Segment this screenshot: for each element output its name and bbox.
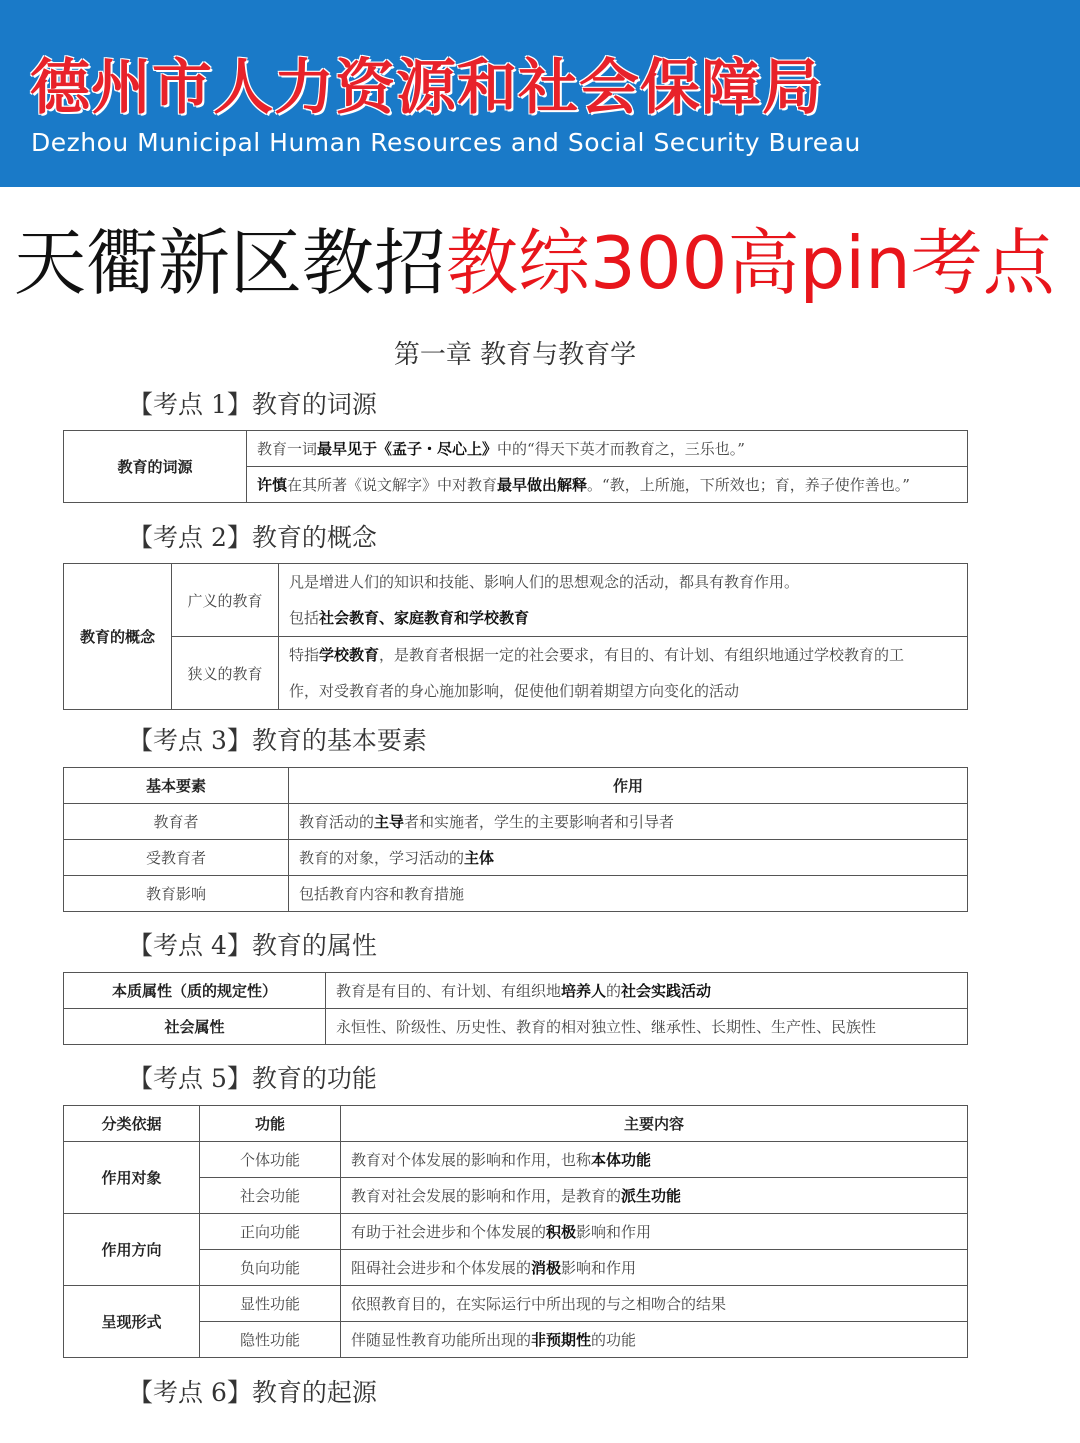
kp5-group: 作用对象	[64, 1142, 200, 1214]
kp5-function: 显性功能	[200, 1286, 341, 1322]
text: 教育一词	[257, 440, 318, 458]
bold-text: 最早做出解释	[497, 476, 588, 494]
kp3-table	[63, 767, 968, 912]
text: 包括教育内容和教育措施	[299, 885, 465, 903]
kp1-row2	[247, 467, 968, 503]
text: 。“教，上所施，下所效也；育，养子使作善也。”	[587, 476, 910, 494]
kp4-description	[326, 973, 968, 1009]
text-line	[289, 600, 957, 636]
kp1-heading: 【考点 1】教育的词源	[128, 390, 377, 419]
bold-text: 许慎	[257, 476, 288, 494]
bold-text: 消极	[531, 1259, 562, 1277]
header-banner	[0, 0, 1080, 187]
kp3-header-element: 基本要素	[64, 768, 289, 804]
kp4-attribute: 本质属性（质的规定性）	[64, 973, 326, 1009]
bold-text: 派生功能	[621, 1187, 682, 1205]
kp5-content	[341, 1322, 968, 1358]
chapter-title: 第一章 教育与教育学	[393, 340, 637, 370]
kp3-header-role: 作用	[289, 768, 968, 804]
kp3-role	[289, 876, 968, 912]
kp3-role	[289, 804, 968, 840]
kp1-table	[63, 430, 968, 503]
text: 包括	[289, 609, 320, 627]
bold-text: 积极	[546, 1223, 577, 1241]
headline-red-part: 教综300高pin考点	[446, 221, 1055, 305]
text-line	[289, 637, 957, 673]
kp6-heading: 【考点 6】教育的起源	[128, 1378, 377, 1407]
text: 教育活动的	[299, 813, 375, 831]
kp5-content	[341, 1142, 968, 1178]
bold-text: 主体	[464, 849, 495, 867]
text: 阻碍社会进步和个体发展的	[351, 1259, 532, 1277]
kp5-function: 正向功能	[200, 1214, 341, 1250]
bold-text: 本体功能	[591, 1151, 652, 1169]
kp2-broad-content	[279, 564, 968, 637]
text: 者和实施者，学生的主要影响者和引导者	[404, 813, 675, 831]
kp2-broad-label: 广义的教育	[172, 564, 279, 637]
kp5-table	[63, 1105, 968, 1358]
text: 永恒性、阶级性、历史性、教育的相对独立性、继承性、长期性、生产性、民族性	[336, 1018, 877, 1036]
text: 教育对个体发展的影响和作用，也称	[351, 1151, 592, 1169]
kp5-function: 个体功能	[200, 1142, 341, 1178]
kp4-heading: 【考点 4】教育的属性	[128, 931, 377, 960]
text: 教育对社会发展的影响和作用，是教育的	[351, 1187, 622, 1205]
bold-text: 社会实践活动	[621, 982, 712, 1000]
kp5-content	[341, 1214, 968, 1250]
kp4-attribute: 社会属性	[64, 1009, 326, 1045]
bold-text: 学校教育	[319, 646, 380, 664]
kp5-content	[341, 1178, 968, 1214]
kp3-element: 受教育者	[64, 840, 289, 876]
text: 作，对受教育者的身心施加影响，促使他们朝着期望方向变化的活动	[289, 682, 740, 700]
text: 有助于社会进步和个体发展的	[351, 1223, 547, 1241]
text: 在其所著《说文解字》中对教育	[287, 476, 498, 494]
kp3-element: 教育影响	[64, 876, 289, 912]
kp5-header-function: 功能	[200, 1106, 341, 1142]
bold-text: 主导	[374, 813, 405, 831]
text: 凡是增进人们的知识和技能、影响人们的思想观念的活动，都具有教育作用。	[289, 573, 800, 591]
text: 教育是有目的、有计划、有组织地	[336, 982, 562, 1000]
kp5-content	[341, 1286, 968, 1322]
kp2-narrow-label: 狭义的教育	[172, 637, 279, 710]
kp3-element: 教育者	[64, 804, 289, 840]
text: 的	[606, 982, 622, 1000]
kp4-table	[63, 972, 968, 1045]
kp5-header-content: 主要内容	[341, 1106, 968, 1142]
kp5-header-basis: 分类依据	[64, 1106, 200, 1142]
text: 中的“得天下英才而教育之，三乐也。”	[497, 440, 745, 458]
kp5-group: 呈现形式	[64, 1286, 200, 1358]
kp2-heading: 【考点 2】教育的概念	[128, 523, 377, 552]
bold-text: 培养人	[561, 982, 607, 1000]
text: 伴随显性教育功能所出现的	[351, 1331, 532, 1349]
kp2-narrow-content	[279, 637, 968, 710]
kp3-heading: 【考点 3】教育的基本要素	[128, 726, 427, 755]
bureau-name-english: Dezhou Municipal Human Resources and Social Security Bureau	[31, 128, 861, 157]
kp5-function: 负向功能	[200, 1250, 341, 1286]
text: ，是教育者根据一定的社会要求，有目的、有计划、有组织地通过学校教育的工	[379, 646, 905, 664]
kp5-group: 作用方向	[64, 1214, 200, 1286]
text: 依照教育目的，在实际运行中所出现的与之相吻合的结果	[351, 1295, 727, 1313]
text: 影响和作用	[576, 1223, 652, 1241]
bold-text: 非预期性	[531, 1331, 592, 1349]
kp1-label: 教育的词源	[64, 431, 247, 503]
kp3-role	[289, 840, 968, 876]
text: 影响和作用	[561, 1259, 637, 1277]
bureau-name: 德州市人力资源和社会保障局	[30, 53, 823, 123]
text: 的功能	[591, 1331, 637, 1349]
kp4-description	[326, 1009, 968, 1045]
kp5-function: 隐性功能	[200, 1322, 341, 1358]
kp2-table	[63, 563, 968, 710]
page-headline	[14, 218, 1055, 308]
kp5-content	[341, 1250, 968, 1286]
text: 特指	[289, 646, 320, 664]
kp5-heading: 【考点 5】教育的功能	[128, 1064, 377, 1093]
text: 教育的对象，学习活动的	[299, 849, 465, 867]
kp1-row1	[247, 431, 968, 467]
headline-black-part: 天衢新区教招	[14, 221, 447, 305]
kp2-label: 教育的概念	[64, 564, 172, 710]
bold-text: 最早见于《孟子・尽心上》	[317, 440, 498, 458]
kp5-function: 社会功能	[200, 1178, 341, 1214]
bold-text: 社会教育、家庭教育和学校教育	[319, 609, 530, 627]
